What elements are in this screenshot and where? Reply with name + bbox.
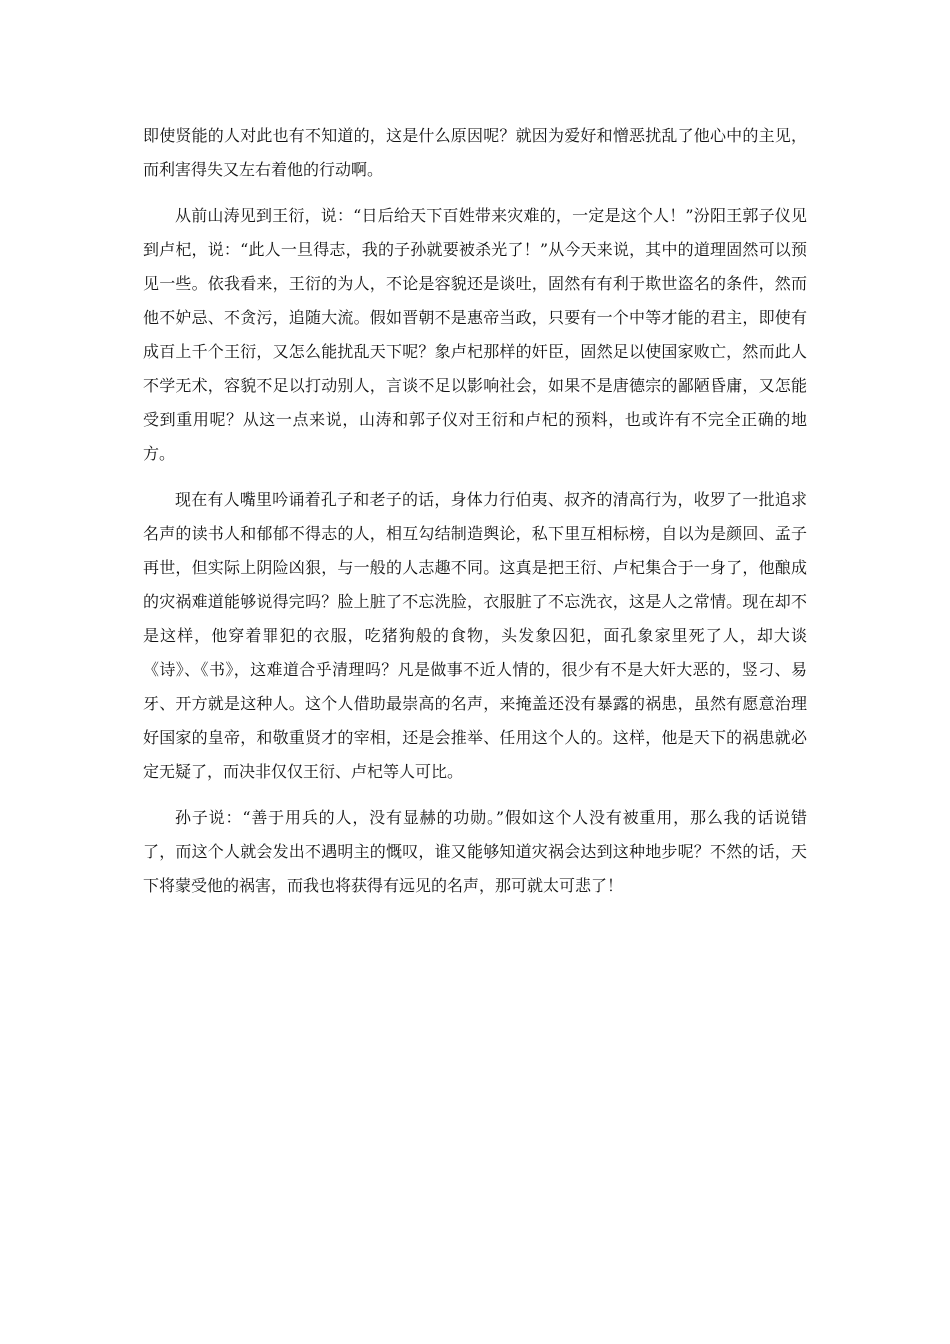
paragraph-2: 从前山涛见到王衍，说：“日后给天下百姓带来灾难的，一定是这个人！”汾阳王郭子仪见到卢杞，说：“此人一旦得志，我的子孙就要被杀光了！”从今天来说，其中的道理固然可以预见一些。依我看来，王衍的为人，不论是容貌还是谈吐，固然有有利于欺世盗名的条件，然而他不妒忌、不贪污，追随大流。假如晋朝不是惠帝当政，只要有一个中等才能的君主，即使有成百上千个王衍，又怎么能扰乱天下呢？象卢杞那样的奸臣，固然足以使国家败亡，然而此人不学无术，容貌不足以打动别人，言谈不足以影响社会，如果不是唐德宗的鄙陋昏庸，又怎能受到重用呢？从这一点来说，山涛和郭子仪对王衍和卢杞的预料，也或许有不完全正确的地方。 — [143, 206, 807, 463]
paragraph-3: 现在有人嘴里吟诵着孔子和老子的话，身体力行伯夷、叔齐的清高行为，收罗了一批追求名声的读书人和郁郁不得志的人，相互勾结制造舆论，私下里互相标榜，自以为是颜回、孟子再世，但实际上阴险凶狠，与一般的人志趣不同。这真是把王衍、卢杞集合于一身了，他酿成的灾祸难道能够说得完吗？脸上脏了不忘洗脸，衣服脏了不忘洗衣，这是人之常情。现在却不是这样，他穿着罪犯的衣服，吃猪狗般的食物，头发象囚犯，面孔象家里死了人，却大谈《诗》、《书》，这难道合乎清理吗？凡是做事不近人情的，很少有不是大奸大恶的，竖刁、易牙、开方就是这种人。这个人借助最崇高的名声，来掩盖还没有暴露的祸患，虽然有愿意治理好国家的皇帝，和敬重贤才的宰相，还是会推举、任用这个人的。这样，他是天下的祸患就必定无疑了，而决非仅仅王衍、卢杞等人可比。 — [143, 490, 807, 781]
paragraph-4: 孙子说：“善于用兵的人，没有显赫的功勋。”假如这个人没有被重用，那么我的话说错了，而这个人就会发出不遇明主的慨叹，谁又能够知道灾祸会达到这种地步呢？不然的话，天下将蒙受他的祸害，而我也将获得有远见的名声，那可就太可悲了！ — [143, 808, 807, 895]
document-body — [143, 119, 807, 903]
paragraph-1: 即使贤能的人对此也有不知道的，这是什么原因呢？就因为爱好和憎恶扰乱了他心中的主见，而利害得失又左右着他的行动啊。 — [143, 126, 807, 179]
